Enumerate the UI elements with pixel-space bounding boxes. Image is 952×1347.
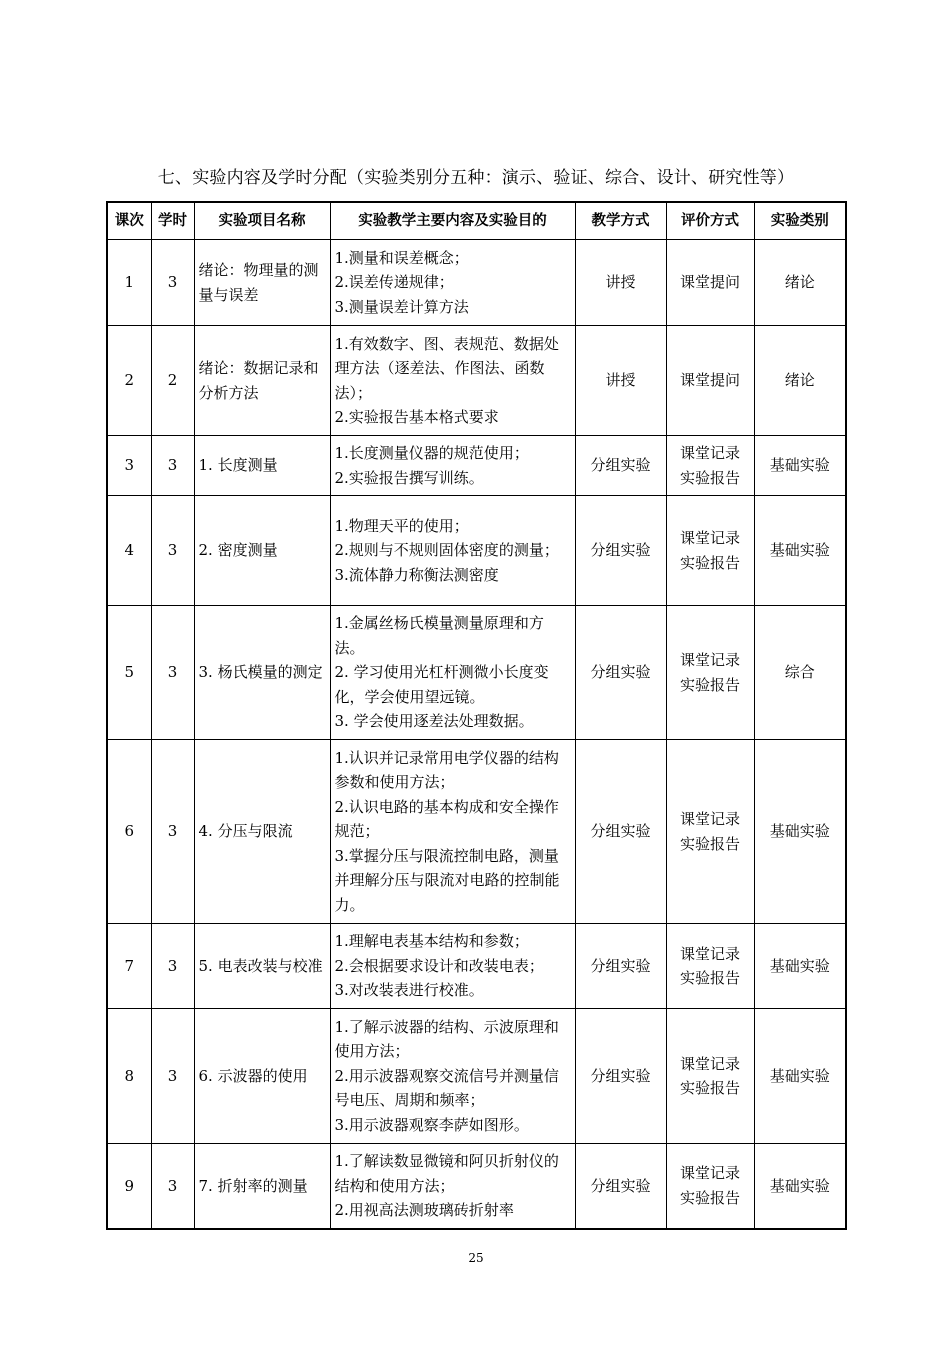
cell-category: 基础实验 bbox=[754, 496, 846, 606]
content-line: 3.测量误差计算方法 bbox=[334, 297, 469, 316]
cell-session: 8 bbox=[107, 1009, 151, 1144]
cell-session: 9 bbox=[107, 1144, 151, 1229]
content-line: 2.用示波器观察交流信号并测量信号电压、周期和频率； bbox=[334, 1066, 559, 1110]
cell-project-name: 绪论：数据记录和分析方法 bbox=[194, 326, 330, 436]
cell-hours: 3 bbox=[151, 740, 194, 924]
cell-session: 5 bbox=[107, 606, 151, 740]
cell-content bbox=[330, 240, 575, 326]
page-number: 25 bbox=[468, 1251, 484, 1265]
evaluation-line: 课堂记录 bbox=[679, 444, 740, 462]
table-row bbox=[107, 924, 846, 1009]
evaluation-line: 课堂记录 bbox=[679, 651, 740, 669]
cell-session: 3 bbox=[107, 436, 151, 496]
cell-session: 7 bbox=[107, 924, 151, 1009]
cell-hours: 3 bbox=[151, 436, 194, 496]
cell-evaluation bbox=[666, 740, 754, 924]
evaluation-line: 课堂记录 bbox=[679, 1054, 740, 1073]
cell-hours: 3 bbox=[151, 496, 194, 606]
cell-project-name: 6. 示波器的使用 bbox=[194, 1009, 330, 1144]
evaluation-line: 实验报告 bbox=[679, 675, 740, 694]
cell-hours: 3 bbox=[151, 1144, 194, 1229]
evaluation-line: 课堂记录 bbox=[679, 529, 740, 547]
cell-evaluation bbox=[666, 606, 754, 740]
cell-content bbox=[330, 740, 575, 924]
content-line: 2.误差传递规律； bbox=[334, 273, 454, 292]
cell-content bbox=[330, 326, 575, 436]
cell-project-name: 4. 分压与限流 bbox=[194, 740, 330, 924]
content-line: 1.理解电表基本结构和参数； bbox=[334, 932, 529, 951]
content-line: 3.流体静力称衡法测密度 bbox=[334, 565, 499, 584]
table-row bbox=[107, 496, 846, 606]
table-header-row bbox=[107, 202, 846, 240]
content-line: 2.认识电路的基本构成和安全操作规范； bbox=[334, 797, 559, 841]
cell-category: 基础实验 bbox=[754, 924, 846, 1009]
content-line: 1.了解读数显微镜和阿贝折射仪的结构和使用方法； bbox=[334, 1152, 559, 1195]
header-content: 实验教学主要内容及实验目的 bbox=[330, 202, 575, 240]
cell-hours: 2 bbox=[151, 326, 194, 436]
cell-content bbox=[330, 496, 575, 606]
cell-category: 基础实验 bbox=[754, 740, 846, 924]
cell-content bbox=[330, 436, 575, 496]
header-teaching-method: 教学方式 bbox=[575, 202, 666, 240]
content-line: 3.掌握分压与限流控制电路，测量并理解分压与限流对电路的控制能力。 bbox=[334, 846, 560, 914]
cell-content bbox=[330, 606, 575, 740]
cell-teaching-method: 分组实验 bbox=[575, 740, 666, 924]
content-line: 1.长度测量仪器的规范使用； bbox=[334, 444, 529, 462]
header-session: 课次 bbox=[107, 202, 151, 240]
cell-session: 2 bbox=[107, 326, 151, 436]
cell-teaching-method: 分组实验 bbox=[575, 924, 666, 1009]
content-line: 1.金属丝杨氏模量测量原理和方法。 bbox=[334, 614, 544, 657]
cell-project-name: 7. 折射率的测量 bbox=[194, 1144, 330, 1229]
cell-category: 基础实验 bbox=[754, 436, 846, 496]
table-row bbox=[107, 606, 846, 740]
cell-teaching-method: 讲授 bbox=[575, 326, 666, 436]
page-title: 七、实验内容及学时分配（实验类别分五种：演示、验证、综合、设计、研究性等） bbox=[157, 168, 795, 188]
cell-category: 绪论 bbox=[754, 240, 846, 326]
header-project-name: 实验项目名称 bbox=[194, 202, 330, 240]
cell-project-name: 2. 密度测量 bbox=[194, 496, 330, 606]
cell-evaluation bbox=[666, 1009, 754, 1144]
cell-project-name: 5. 电表改装与校准 bbox=[194, 924, 330, 1009]
cell-hours: 3 bbox=[151, 924, 194, 1009]
cell-category: 综合 bbox=[754, 606, 846, 740]
cell-teaching-method: 分组实验 bbox=[575, 1144, 666, 1229]
content-line: 2.实验报告撰写训练。 bbox=[334, 468, 484, 487]
cell-session: 6 bbox=[107, 740, 151, 924]
content-line: 3. 学会使用逐差法处理数据。 bbox=[334, 712, 534, 731]
content-line: 1.有效数字、图、表规范、数据处理方法（逐差法、作图法、函数法）； bbox=[334, 334, 559, 402]
content-line: 3.用示波器观察李萨如图形。 bbox=[334, 1115, 529, 1134]
cell-teaching-method: 分组实验 bbox=[575, 496, 666, 606]
cell-session: 4 bbox=[107, 496, 151, 606]
cell-teaching-method: 分组实验 bbox=[575, 436, 666, 496]
evaluation-line: 课堂提问 bbox=[679, 273, 740, 292]
content-line: 2.会根据要求设计和改装电表； bbox=[334, 956, 544, 975]
cell-evaluation bbox=[666, 924, 754, 1009]
content-line: 3.对改装表进行校准。 bbox=[334, 981, 484, 1000]
evaluation-line: 实验报告 bbox=[679, 834, 740, 853]
cell-session: 1 bbox=[107, 240, 151, 326]
cell-teaching-method: 讲授 bbox=[575, 240, 666, 326]
cell-project-name: 绪论：物理量的测量与误差 bbox=[194, 240, 330, 326]
evaluation-line: 课堂记录 bbox=[679, 810, 740, 828]
cell-content bbox=[330, 924, 575, 1009]
content-line: 2.规则与不规则固体密度的测量； bbox=[334, 541, 559, 560]
table-row bbox=[107, 740, 846, 924]
evaluation-line: 课堂记录 bbox=[679, 1164, 740, 1183]
table-row bbox=[107, 436, 846, 496]
cell-content bbox=[330, 1144, 575, 1229]
experiment-schedule-table bbox=[106, 201, 847, 1230]
cell-hours: 3 bbox=[151, 606, 194, 740]
table-row bbox=[107, 240, 846, 326]
header-evaluation: 评价方式 bbox=[666, 202, 754, 240]
cell-evaluation bbox=[666, 496, 754, 606]
cell-teaching-method: 分组实验 bbox=[575, 606, 666, 740]
cell-evaluation bbox=[666, 1144, 754, 1229]
evaluation-line: 课堂记录 bbox=[679, 944, 740, 963]
cell-category: 基础实验 bbox=[754, 1144, 846, 1229]
cell-hours: 3 bbox=[151, 240, 194, 326]
cell-project-name: 1. 长度测量 bbox=[194, 436, 330, 496]
content-line: 2.用视高法测玻璃砖折射率 bbox=[334, 1201, 514, 1219]
cell-evaluation bbox=[666, 436, 754, 496]
evaluation-line: 实验报告 bbox=[679, 1079, 740, 1097]
content-line: 1.了解示波器的结构、示波原理和使用方法； bbox=[334, 1017, 559, 1061]
content-line: 1.认识并记录常用电学仪器的结构参数和使用方法； bbox=[334, 748, 559, 792]
content-line: 2. 学习使用光杠杆测微小长度变化，学会使用望远镜。 bbox=[334, 663, 549, 706]
cell-hours: 3 bbox=[151, 1009, 194, 1144]
evaluation-line: 实验报告 bbox=[679, 1188, 740, 1207]
evaluation-line: 课堂提问 bbox=[679, 371, 740, 390]
header-category: 实验类别 bbox=[754, 202, 846, 240]
evaluation-line: 实验报告 bbox=[679, 969, 740, 987]
evaluation-line: 实验报告 bbox=[679, 468, 740, 487]
cell-evaluation bbox=[666, 326, 754, 436]
header-hours: 学时 bbox=[151, 202, 194, 240]
content-line: 1.物理天平的使用； bbox=[334, 516, 469, 535]
cell-evaluation bbox=[666, 240, 754, 326]
cell-category: 基础实验 bbox=[754, 1009, 846, 1144]
content-line: 2.实验报告基本格式要求 bbox=[334, 408, 499, 426]
table-row bbox=[107, 1009, 846, 1144]
content-line: 1.测量和误差概念； bbox=[334, 248, 469, 267]
evaluation-line: 实验报告 bbox=[679, 553, 740, 572]
cell-teaching-method: 分组实验 bbox=[575, 1009, 666, 1144]
table-row bbox=[107, 326, 846, 436]
cell-category: 绪论 bbox=[754, 326, 846, 436]
cell-content bbox=[330, 1009, 575, 1144]
cell-project-name: 3. 杨氏模量的测定 bbox=[194, 606, 330, 740]
table-row bbox=[107, 1144, 846, 1229]
